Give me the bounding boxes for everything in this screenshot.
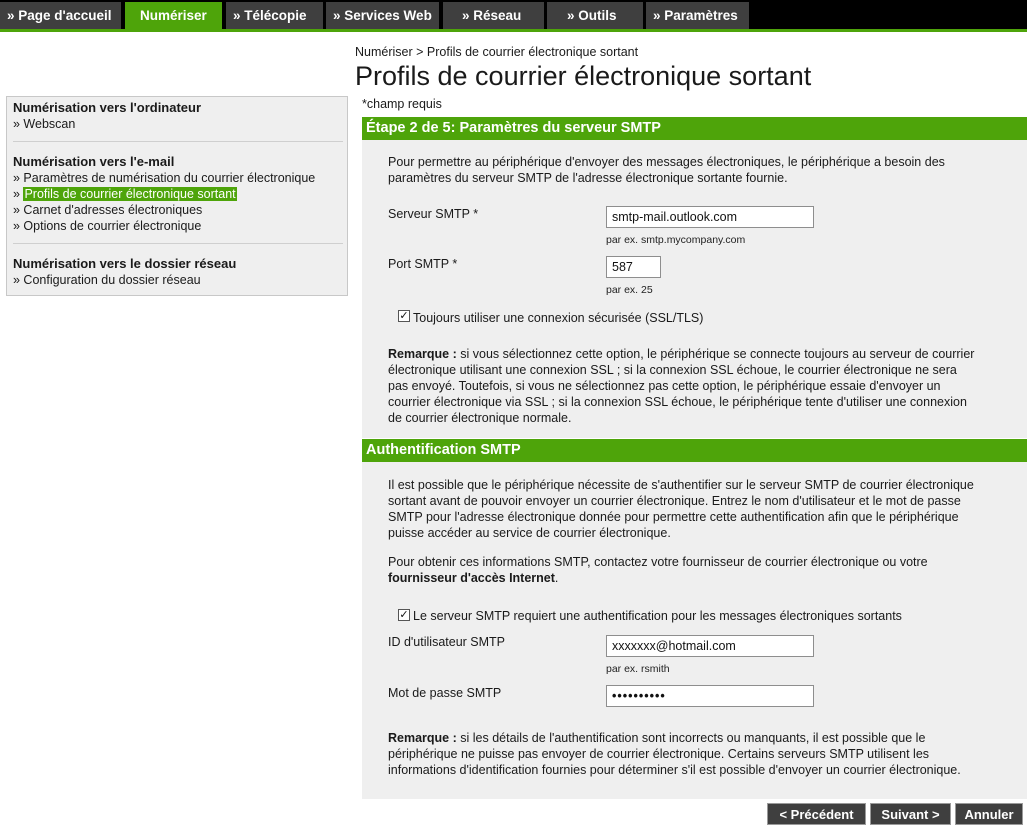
sidebar-item-email-options[interactable]: » Options de courrier électronique — [13, 219, 202, 233]
sidebar-item-webscan[interactable]: » Webscan — [13, 117, 76, 131]
text-line: SMTP pour l'adresse électronique donnée pour permettre cette authentification afin que le périphérique — [388, 510, 959, 524]
previous-button[interactable]: < Précédent — [767, 803, 866, 825]
tab-settings[interactable]: » Paramètres — [646, 2, 749, 29]
text-line: Pour obtenir ces informations SMTP, contactez votre fournisseur de courrier électronique ou votre — [388, 555, 928, 569]
sidebar-item-network-folder-setup[interactable]: » Configuration du dossier réseau — [13, 273, 201, 287]
smtp-intro-text — [388, 154, 945, 186]
sidebar-group-email — [13, 153, 339, 234]
smtp-port-hint: par ex. 25 — [606, 284, 653, 296]
auth-required-checkbox[interactable]: ✓ — [399, 609, 409, 621]
period: . — [554, 571, 559, 585]
tab-network[interactable]: » Réseau — [443, 2, 544, 29]
sidebar-group-computer — [13, 99, 339, 132]
text-line: courrier électronique via SSL ; si la connexion SSL échoue, le périphérique tente d'utiliser une connexion — [388, 395, 967, 409]
smtp-password-input[interactable] — [606, 685, 814, 707]
auth-contact-text — [388, 554, 928, 586]
sidebar-item-email-address-book[interactable]: » Carnet d'adresses électroniques — [13, 203, 203, 217]
sidebar-group-title: Numérisation vers l'e-mail — [13, 154, 175, 169]
isp-bold: fournisseur d'accès Internet — [388, 571, 555, 585]
smtp-port-label: Port SMTP * — [388, 257, 458, 271]
sidebar-item-email-scan-settings[interactable]: » Paramètres de numérisation du courrier électronique — [13, 171, 316, 185]
auth-required-checkbox-label[interactable]: Le serveur SMTP requiert une authentification pour les messages électroniques sortants — [413, 609, 902, 623]
remark-text: si les détails de l'authentification sont incorrects ou manquants, il est possible que le — [456, 731, 926, 745]
tab-tools[interactable]: » Outils — [547, 2, 643, 29]
sidebar-divider — [13, 243, 343, 244]
text-line — [388, 730, 961, 746]
auth-intro-text — [388, 477, 974, 541]
smtp-server-hint: par ex. smtp.mycompany.com — [606, 234, 746, 246]
sidebar-group-title: Numérisation vers le dossier réseau — [13, 256, 237, 271]
remark-bold: Remarque : — [388, 347, 457, 361]
text-line — [388, 570, 928, 586]
cancel-button[interactable]: Annuler — [955, 803, 1023, 825]
text-line: de courrier électronique normale. — [388, 411, 572, 425]
remark-text: si vous sélectionnez cette option, le périphérique se connecte toujours au serveur de courrier — [456, 347, 975, 361]
text-line: paramètres du serveur SMTP de l'adresse électronique sortante fournie. — [388, 171, 788, 185]
smtp-server-label: Serveur SMTP * — [388, 207, 479, 221]
tab-scan[interactable]: Numériser — [125, 2, 222, 29]
smtp-user-label: ID d'utilisateur SMTP — [388, 635, 506, 649]
ssl-checkbox-label[interactable]: Toujours utiliser une connexion sécurisée (SSL/TLS) — [413, 311, 704, 325]
sidebar-item-prefix: » — [13, 187, 24, 201]
smtp-user-input[interactable] — [606, 635, 814, 657]
text-line — [388, 346, 974, 362]
page-title: Profils de courrier électronique sortant — [355, 61, 812, 91]
smtp-port-input[interactable] — [606, 256, 661, 278]
text-line: puisse accéder au service de courrier électronique. — [388, 526, 671, 540]
text-line: pas envoyé. Toutefois, si vous ne sélectionnez pas cette option, le périphérique essaie d'envoyer un — [388, 379, 941, 393]
required-field-note: *champ requis — [362, 97, 442, 111]
ssl-checkbox[interactable]: ✓ — [399, 310, 409, 322]
text-line: Il est possible que le périphérique nécessite de s'authentifier sur le serveur SMTP de courrier électronique — [388, 478, 974, 492]
text-line: électronique utilisant une connexion SSL ; si la connexion SSL échoue, le courrier électronique ne sera — [388, 363, 957, 377]
tab-fax[interactable]: » Télécopie — [226, 2, 323, 29]
remark-bold: Remarque : — [388, 731, 457, 745]
smtp-server-input[interactable] — [606, 206, 814, 228]
sidebar-panel — [6, 96, 348, 296]
smtp-auth-section-heading: Authentification SMTP — [362, 439, 1027, 462]
sidebar-divider — [13, 141, 343, 142]
tab-home[interactable]: » Page d'accueil — [0, 2, 121, 29]
top-navigation-bar — [0, 0, 1027, 32]
sidebar-item-selected-label[interactable]: Profils de courrier électronique sortant — [24, 187, 236, 201]
smtp-server-section-heading: Étape 2 de 5: Paramètres du serveur SMTP — [362, 117, 1027, 140]
tab-web-services[interactable]: » Services Web — [326, 2, 439, 29]
text-line: Pour permettre au périphérique d'envoyer des messages électroniques, le périphérique a besoin des — [388, 155, 945, 169]
ssl-remark — [388, 346, 974, 426]
breadcrumb: Numériser > Profils de courrier électronique sortant — [355, 45, 639, 59]
smtp-user-hint: par ex. rsmith — [606, 663, 670, 675]
text-line: sortant avant de pouvoir envoyer un courrier électronique. Entrez le nom d'utilisateur et le mot de passe — [388, 494, 961, 508]
smtp-password-label: Mot de passe SMTP — [388, 686, 502, 700]
text-line: périphérique ne puisse pas envoyer de courrier électronique. Certains serveurs SMTP utilisent les — [388, 747, 930, 761]
next-button[interactable]: Suivant > — [870, 803, 951, 825]
text-line: informations d'identification fournies pour déterminer s'il est possible d'envoyer un courrier électronique. — [388, 763, 961, 777]
auth-remark — [388, 730, 961, 778]
sidebar-group-network-folder — [13, 255, 339, 288]
sidebar-group-title: Numérisation vers l'ordinateur — [13, 100, 202, 115]
sidebar-item-outgoing-email-profiles[interactable] — [13, 186, 339, 202]
